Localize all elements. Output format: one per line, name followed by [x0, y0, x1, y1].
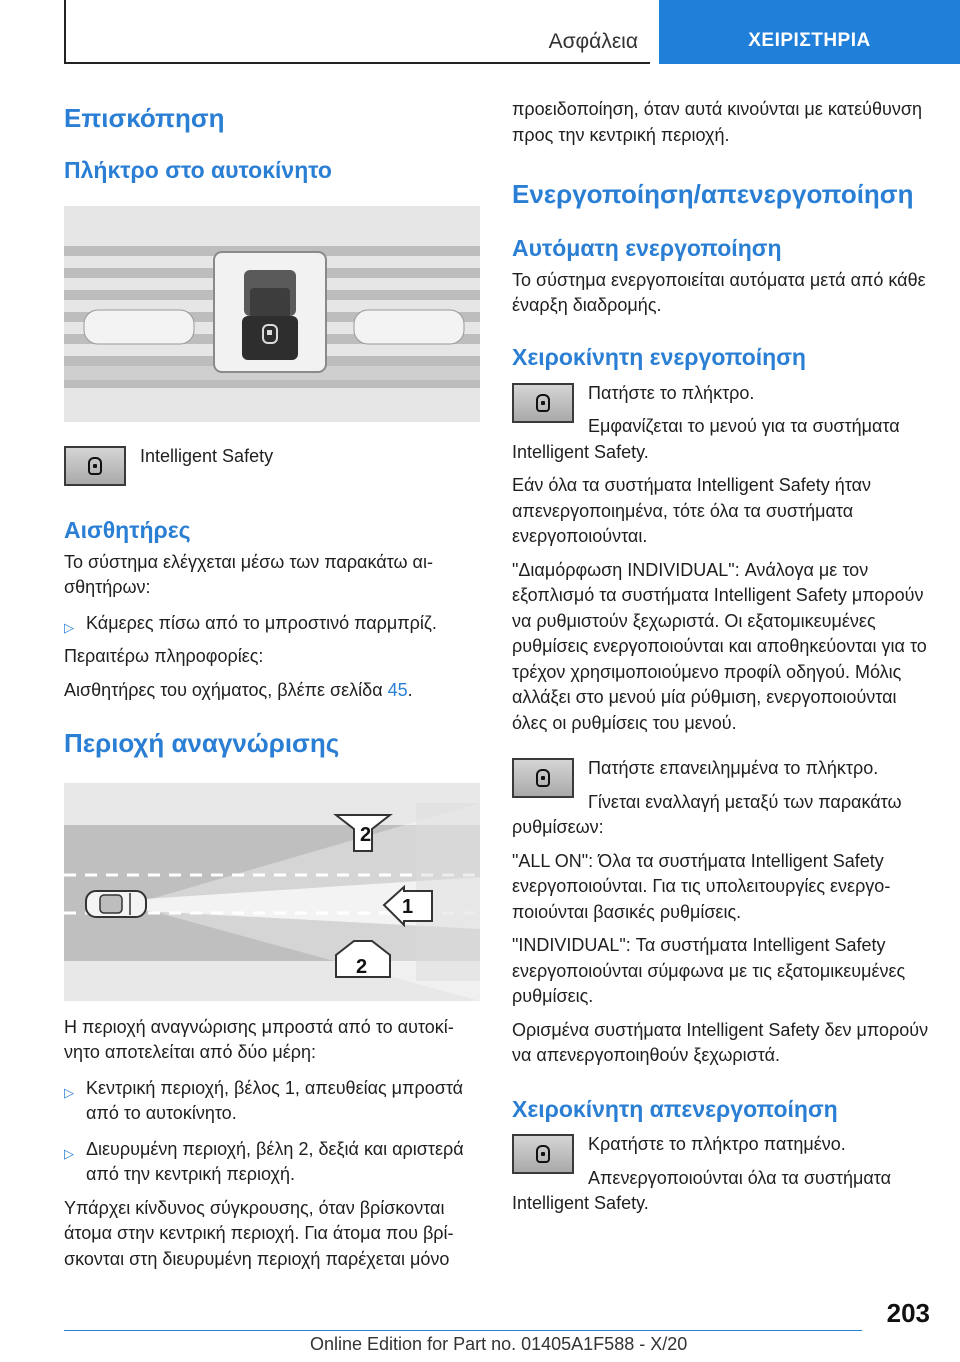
- overview-heading: Επισκόπηση: [64, 103, 225, 133]
- individual-text: "INDIVIDUAL": Τα συστήματα Intelligent Safety ενεργοποιούνται σύμφωνα με τις εξατομικευμένες ρυθμίσεις.: [512, 935, 906, 1007]
- chapter-tab: ΧΕΙΡΙΣΤΗΡΙΑ: [659, 0, 960, 64]
- intelligent-safety-button-icon: [512, 383, 574, 423]
- all-on-text: "ALL ON": Όλα τα συστήματα Intelligent Safety ενεργοποιούνται. Για τις υπολειτουργίες ενεργοποιούνται βασικές ρυθμίσεις.: [512, 850, 891, 922]
- edition-note: Online Edition for Part no. 01405A1F588 - X/20: [310, 1334, 688, 1354]
- intelligent-safety-button-row: [64, 444, 482, 488]
- press-button-row: [512, 381, 930, 466]
- left-column: [64, 96, 482, 1272]
- manual-deactivation-heading: Χειροκίνητη απενεργοποίηση: [512, 1095, 838, 1122]
- arrow-label-bottom: 2: [356, 955, 368, 978]
- sensors-reference: Αισθητήρες του οχήματος, βλέπε σελίδα 45.: [64, 679, 413, 700]
- list-bullet-icon: ▷: [64, 619, 74, 635]
- all-deactivated-text: Απενεργοποιούνται όλα τα συστήματα Intelligent Safety.: [512, 1167, 892, 1214]
- menu-shown-text: Εμφανίζεται το μενού για τα συστήματα Intelligent Safety.: [512, 416, 900, 462]
- arrow-label-middle: 1: [402, 895, 414, 918]
- intelligent-safety-button-icon: [64, 446, 126, 486]
- header-rule-horizontal: [64, 62, 650, 64]
- individual-config-text: "Διαμόρφωση INDIVIDUAL": Ανάλογα με τον εξοπλισμό τα συστήματα Intelligent Safety μπορούν να ρυθμιστούν ξεχωριστά. Οι εξατομικευμένες ρυθμίσεις ενεργοποιούνται και αποθηκεύονται για το τρέχον χρησιμοποιούμενο προφίλ οδηγού. Μόλις αλλάξει στο μενού μία ρύθμιση, ενεργοποιούνται όλες οι ρυθμίσεις του μενού.: [512, 559, 927, 733]
- sensors-text: Το σύστημα ελέγχεται μέσω των παρακάτω αισθητήρων:: [64, 551, 433, 598]
- list-bullet-icon: ▷: [64, 1145, 74, 1161]
- collision-risk-text: Υπάρχει κίνδυνος σύγκρουσης, όταν βρίσκονται άτομα στην κεντρική περιοχή. Για άτομα που βρίσκονται στη διευρυμένη περιοχή παρέχεται μόνο: [64, 1197, 454, 1269]
- dashboard-button-photo: [64, 206, 480, 422]
- manual-activation-heading: Χειροκίνητη ενεργοποίηση: [512, 343, 806, 370]
- press-repeatedly-text: Πατήστε επανειλημμένα το πλήκτρο.: [588, 758, 879, 779]
- continued-text: προειδοποίηση, όταν αυτά κινούνται με κατεύθυνση προς την κεντρική περιοχή.: [512, 99, 922, 145]
- section-title: Ασφάλεια: [548, 30, 638, 53]
- activation-heading: Ενεργοποίηση/απενεργοποίηση: [512, 179, 914, 209]
- zone-list-item-2: ▷ Διευρυμένη περιοχή, βέλη 2, δεξιά και αριστερά από την κεντρική περιοχή.: [64, 1138, 464, 1185]
- more-info-label: Περαιτέρω πληροφορίες:: [64, 646, 264, 667]
- detection-area-text: Η περιοχή αναγνώρισης μπροστά από το αυτοκίνητο αποτελείται από δύο μέρη:: [64, 1016, 454, 1063]
- zone-list-item-1: ▷ Κεντρική περιοχή, βέλος 1, απευθείας μπροστά από το αυτοκίνητο.: [64, 1077, 464, 1124]
- auto-activation-heading: Αυτόματη ενεργοποίηση: [512, 234, 782, 261]
- detection-area-diagram: [64, 783, 480, 1001]
- auto-activation-text: Το σύστημα ενεργοποιείται αυτόματα μετά από κάθε έναρξη διαδρομής.: [512, 269, 926, 316]
- detection-area-heading: Περιοχή αναγνώρισης: [64, 728, 340, 759]
- arrow-label-top: 2: [360, 823, 372, 846]
- intelligent-safety-label: Intelligent Safety: [140, 445, 274, 466]
- sensors-list-item: ▷ Κάμερες πίσω από το μπροστινό παρμπρίζ.: [64, 611, 482, 637]
- hold-button-row: [512, 1132, 930, 1217]
- button-in-car-heading: Πλήκτρο στο αυτοκίνητο: [64, 156, 332, 183]
- press-button-text: Πατήστε το πλήκτρο.: [588, 382, 755, 403]
- press-repeatedly-row: [512, 756, 930, 841]
- header-rule-vertical: [64, 0, 66, 62]
- sensors-heading: Αισθητήρες: [64, 516, 191, 543]
- list-bullet-icon: ▷: [64, 1084, 74, 1100]
- footer-rule: [64, 1330, 862, 1331]
- cannot-deactivate-text: Ορισμένα συστήματα Intelligent Safety δεν μπορούν να απενεργοποιηθούν ξεχωριστά.: [512, 1019, 929, 1066]
- intelligent-safety-button-icon: [512, 1134, 574, 1174]
- right-column: [512, 97, 930, 1217]
- all-off-text: Εάν όλα τα συστήματα Intelligent Safety ήταν απενεργοποιημένα, τότε όλα τα συστήματα ενεργοποιούνται.: [512, 475, 872, 547]
- page-link[interactable]: 45: [387, 679, 408, 700]
- hold-button-text: Κρατήστε το πλήκτρο πατημένο.: [588, 1134, 846, 1155]
- air-vent-illustration: [64, 206, 480, 422]
- page-number: 203: [886, 1298, 930, 1328]
- car-icon: [86, 891, 146, 917]
- toggle-settings-text: Γίνεται εναλλαγή μεταξύ των παρακάτω ρυθμίσεων:: [512, 791, 902, 838]
- intelligent-safety-button-icon: [512, 758, 574, 798]
